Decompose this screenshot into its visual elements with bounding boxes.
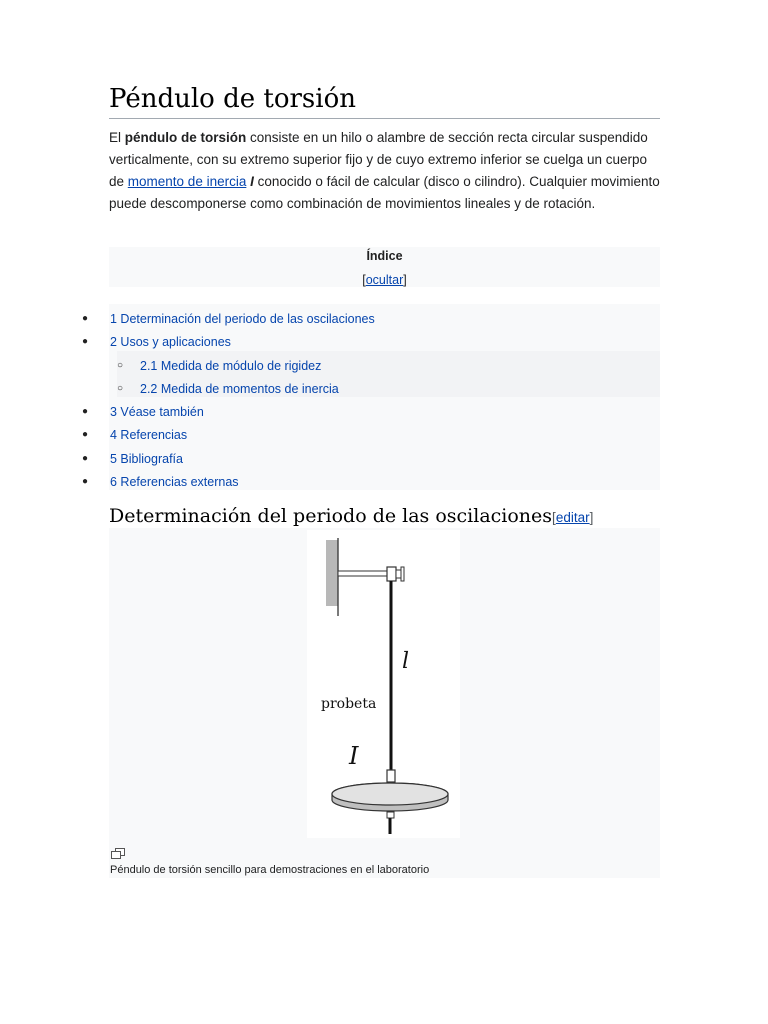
toc-bracket-close: ] — [403, 273, 407, 287]
intro-bold-term: péndulo de torsión — [124, 130, 247, 145]
section-edit — [552, 510, 593, 525]
toc-item-label[interactable]: 3 Véase también — [110, 405, 204, 419]
toc-item-label[interactable]: 6 Referencias externas — [110, 475, 239, 489]
moment-of-inertia-link[interactable]: momento de inercia — [127, 174, 247, 189]
intro-text-1: El — [109, 130, 125, 145]
toc-item[interactable] — [82, 424, 660, 446]
toc-bracket-open: [ — [362, 273, 366, 287]
circle-bullet-icon: ○ — [117, 360, 124, 371]
intro-text-3: conocido o fácil de calcular (disco o cilindro). Cualquier movimiento puede descomponerse como combinación de movimientos lineales y de rotación. — [109, 174, 660, 211]
toc-item-label[interactable]: 1 Determinación del periodo de las oscilaciones — [110, 312, 375, 326]
probeta-label: probeta — [321, 696, 377, 712]
toc-item[interactable] — [82, 448, 660, 470]
intro-paragraph — [109, 127, 660, 215]
toc-item[interactable] — [82, 401, 660, 423]
bullet-icon: ● — [82, 429, 89, 440]
toc-subitem[interactable] — [82, 355, 660, 377]
torsion-pendulum-diagram — [307, 530, 460, 838]
wire-length-label: l — [402, 649, 410, 674]
toc-hide-control — [109, 272, 660, 288]
bullet-icon: ● — [82, 336, 89, 347]
torsion-pendulum-image[interactable] — [307, 530, 460, 838]
bullet-icon: ● — [82, 453, 89, 464]
toc-hide-link[interactable]: ocultar — [365, 273, 404, 287]
toc-item-label[interactable]: 2 Usos y aplicaciones — [110, 335, 231, 349]
inertia-label: I — [349, 742, 359, 770]
figure — [109, 528, 660, 878]
toc-item-label[interactable]: 5 Bibliografía — [110, 452, 183, 466]
toc-item-label[interactable]: 4 Referencias — [110, 428, 188, 442]
intro-text-2: consiste en un hilo o alambre de sección recta circular suspendido verticalmente, con su extremo superior fijo y de cuyo extremo inferior se cuelga un cuerpo de — [109, 130, 648, 189]
toc-list — [82, 304, 660, 490]
section-heading-text: Determinación del periodo de las oscilaciones — [109, 505, 553, 527]
circle-bullet-icon: ○ — [117, 383, 124, 394]
toc-title: Índice — [366, 249, 403, 263]
toc-item-label[interactable]: 2.1 Medida de módulo de rigidez — [140, 359, 322, 373]
edit-bracket-close: ] — [589, 510, 594, 525]
bullet-icon: ● — [82, 406, 89, 417]
edit-link[interactable]: editar — [555, 510, 590, 525]
toc-item[interactable] — [82, 308, 660, 330]
toc-header — [109, 247, 660, 287]
inertia-symbol: I — [250, 174, 254, 189]
toc-subitem[interactable] — [82, 378, 660, 400]
toc-item[interactable] — [82, 471, 660, 493]
figure-caption: Péndulo de torsión sencillo para demostraciones en el laboratorio — [110, 864, 430, 876]
edit-bracket-open: [ — [552, 510, 556, 525]
bullet-icon: ● — [82, 313, 89, 324]
page-title: Péndulo de torsión — [109, 82, 660, 119]
bullet-icon: ● — [82, 476, 89, 487]
toc-item-label[interactable]: 2.2 Medida de momentos de inercia — [140, 382, 339, 396]
magnify-icon[interactable] — [111, 846, 125, 864]
toc-item[interactable] — [82, 331, 660, 353]
